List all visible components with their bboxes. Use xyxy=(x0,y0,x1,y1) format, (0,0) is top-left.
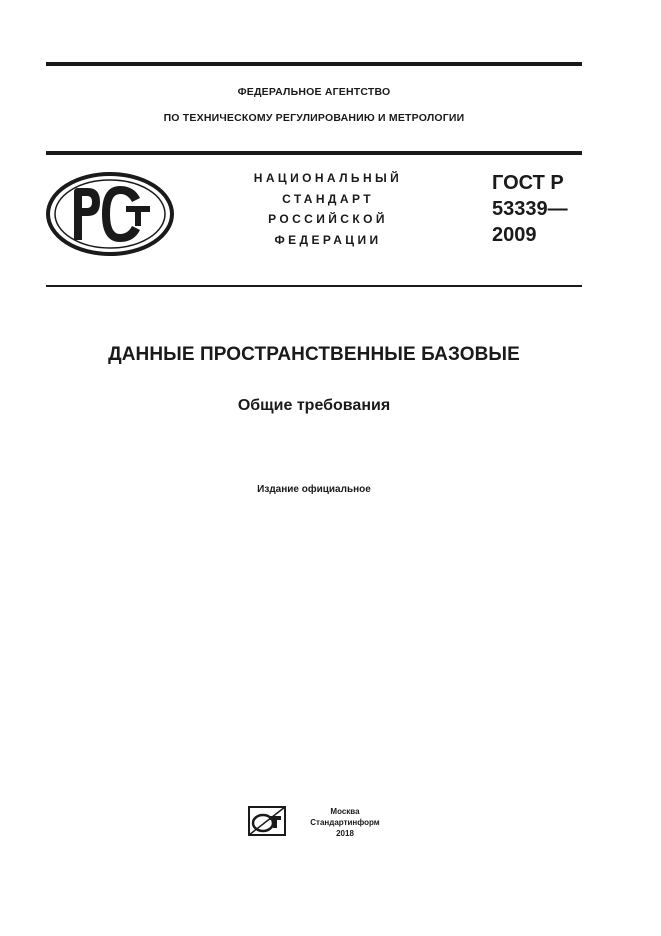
gost-designation-line-1: ГОСТ Р xyxy=(492,172,564,194)
publisher-city: Москва xyxy=(330,807,360,816)
national-standard-line-3: РОССИЙСКОЙ xyxy=(268,212,388,226)
agency-line-2: ПО ТЕХНИЧЕСКОМУ РЕГУЛИРОВАНИЮ И МЕТРОЛОГИИ xyxy=(163,112,465,124)
national-standard-line-2: СТАНДАРТ xyxy=(282,192,374,206)
top-rule xyxy=(46,62,582,66)
document-subtitle: Общие требования xyxy=(237,397,391,414)
publisher-year: 2018 xyxy=(336,829,354,838)
bottom-rule xyxy=(46,285,582,287)
national-standard-line-1: НАЦИОНАЛЬНЫЙ xyxy=(253,171,403,185)
agency-line-1: ФЕДЕРАЛЬНОЕ АГЕНТСТВО xyxy=(237,86,391,98)
national-standard-line-4: ФЕДЕРАЦИИ xyxy=(274,233,382,247)
middle-rule xyxy=(46,151,582,155)
standartinform-logo-icon xyxy=(247,805,287,837)
edition-note: Издание официальное xyxy=(257,484,371,495)
publisher-name: Стандартинформ xyxy=(310,818,380,827)
gost-r-emblem-icon xyxy=(44,170,176,258)
gost-designation-line-2: 53339— xyxy=(492,198,568,220)
document-title: ДАННЫЕ ПРОСТРАНСТВЕННЫЕ БАЗОВЫЕ xyxy=(108,344,520,365)
gost-designation-line-3: 2009 xyxy=(492,224,537,246)
